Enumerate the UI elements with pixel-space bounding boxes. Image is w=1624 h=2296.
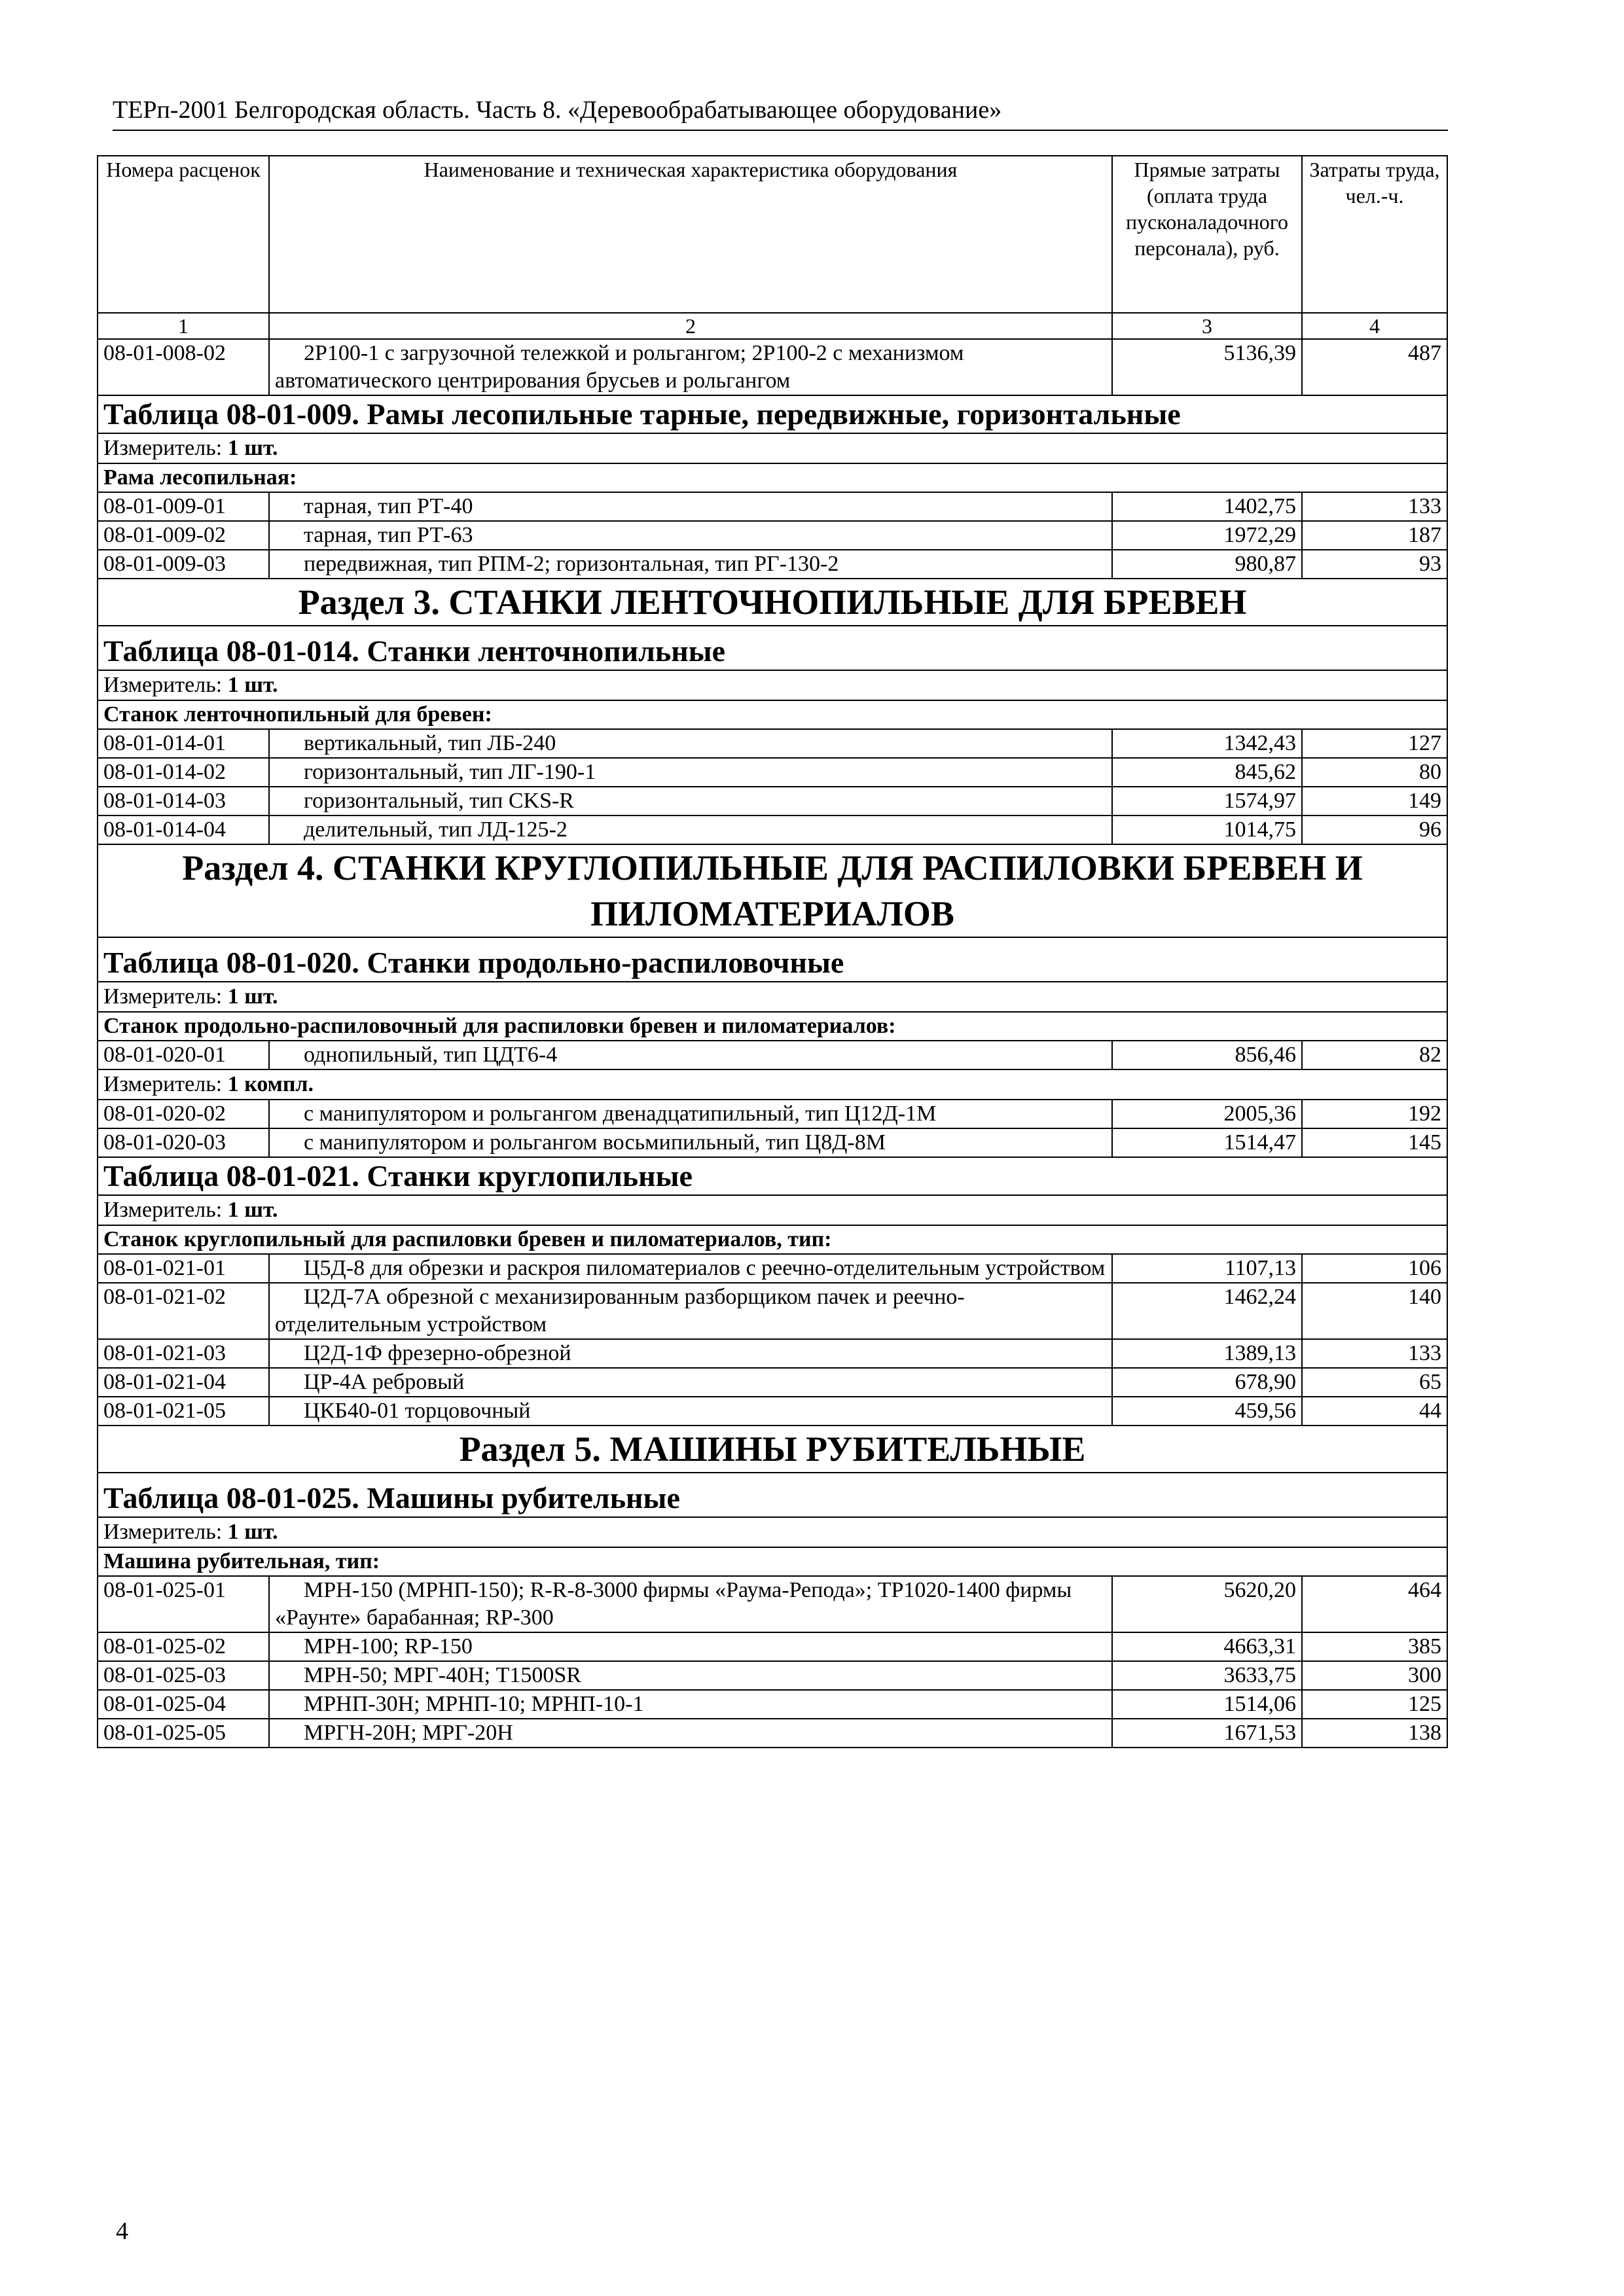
row-labor: 44 bbox=[1302, 1397, 1447, 1426]
row-code: 08-01-020-02 bbox=[98, 1100, 269, 1128]
row-name: передвижная, тип РПМ-2; горизонтальная, тип РГ-130-2 bbox=[269, 550, 1112, 579]
measure-unit: 1 шт. bbox=[227, 1520, 278, 1544]
table-header-row bbox=[98, 156, 1447, 313]
row-cost: 1972,29 bbox=[1112, 521, 1302, 550]
row-code: 08-01-025-05 bbox=[98, 1719, 269, 1748]
row-cost: 845,62 bbox=[1112, 758, 1302, 787]
row-cost: 1389,13 bbox=[1112, 1339, 1302, 1368]
row-code: 08-01-009-02 bbox=[98, 521, 269, 550]
row-cost: 1574,97 bbox=[1112, 787, 1302, 816]
row-labor: 133 bbox=[1302, 492, 1447, 521]
row-code: 08-01-025-01 bbox=[98, 1576, 269, 1632]
row-cost: 980,87 bbox=[1112, 550, 1302, 579]
table-title: Таблица 08-01-020. Станки продольно-распиловочные bbox=[98, 937, 1447, 982]
group-heading: Станок продольно-распиловочный для распиловки бревен и пиломатериалов: bbox=[98, 1012, 1447, 1041]
row-cost: 2005,36 bbox=[1112, 1100, 1302, 1128]
table-row bbox=[98, 1128, 1447, 1157]
column-number: 2 bbox=[269, 313, 1112, 339]
table-row bbox=[98, 1041, 1447, 1069]
row-name: ЦР-4А ребровый bbox=[269, 1368, 1112, 1397]
row-cost: 459,56 bbox=[1112, 1397, 1302, 1426]
row-cost: 3633,75 bbox=[1112, 1661, 1302, 1690]
table-title: Таблица 08-01-025. Машины рубительные bbox=[98, 1473, 1447, 1517]
row-labor: 96 bbox=[1302, 816, 1447, 844]
row-labor: 145 bbox=[1302, 1128, 1447, 1157]
measure-unit: 1 шт. bbox=[227, 673, 278, 697]
table-row bbox=[98, 729, 1447, 758]
measure-unit: 1 шт. bbox=[227, 984, 278, 1009]
row-name: делительный, тип ЛД-125-2 bbox=[269, 816, 1112, 844]
row-code: 08-01-021-03 bbox=[98, 1339, 269, 1368]
measure-line bbox=[98, 1195, 1447, 1225]
row-name: МРН-50; МРГ-40Н; Т1500SR bbox=[269, 1661, 1112, 1690]
measure-label: Измеритель: bbox=[103, 673, 223, 697]
row-code: 08-01-020-01 bbox=[98, 1041, 269, 1069]
row-name: Ц2Д-7А обрезной с механизированным разборщиком пачек и реечно-отделительным устройством bbox=[269, 1283, 1112, 1339]
row-name: Ц2Д-1Ф фрезерно-обрезной bbox=[269, 1339, 1112, 1368]
table-row bbox=[98, 787, 1447, 816]
row-cost: 1671,53 bbox=[1112, 1719, 1302, 1748]
row-cost: 1402,75 bbox=[1112, 492, 1302, 521]
row-code: 08-01-021-05 bbox=[98, 1397, 269, 1426]
running-head: ТЕРп-2001 Белгородская область. Часть 8. «Деревообрабатывающее оборудование» bbox=[113, 93, 1448, 131]
row-labor: 93 bbox=[1302, 550, 1447, 579]
row-code: 08-01-009-03 bbox=[98, 550, 269, 579]
measure-unit: 1 компл. bbox=[227, 1072, 314, 1096]
row-cost: 4663,31 bbox=[1112, 1632, 1302, 1661]
group-heading: Станок круглопильный для распиловки бревен и пиломатериалов, тип: bbox=[98, 1225, 1447, 1254]
page-number: 4 bbox=[116, 2217, 128, 2245]
table-row bbox=[98, 1661, 1447, 1690]
row-labor: 140 bbox=[1302, 1283, 1447, 1339]
row-code: 08-01-021-04 bbox=[98, 1368, 269, 1397]
row-labor: 385 bbox=[1302, 1632, 1447, 1661]
row-code: 08-01-025-03 bbox=[98, 1661, 269, 1690]
row-code: 08-01-025-02 bbox=[98, 1632, 269, 1661]
measure-line bbox=[98, 1517, 1447, 1547]
row-name: с манипулятором и рольгангом двенадцатипильный, тип Ц12Д-1М bbox=[269, 1100, 1112, 1128]
table-title: Таблица 08-01-021. Станки круглопильные bbox=[98, 1157, 1447, 1195]
table-row bbox=[98, 1339, 1447, 1368]
row-name: МРГН-20Н; МРГ-20Н bbox=[269, 1719, 1112, 1748]
row-cost: 1514,06 bbox=[1112, 1690, 1302, 1719]
table-row bbox=[98, 1397, 1447, 1426]
row-labor: 487 bbox=[1302, 339, 1447, 395]
row-cost: 5136,39 bbox=[1112, 339, 1302, 395]
measure-line bbox=[98, 982, 1447, 1012]
row-labor: 80 bbox=[1302, 758, 1447, 787]
table-row bbox=[98, 1632, 1447, 1661]
measure-unit: 1 шт. bbox=[227, 1198, 278, 1222]
header-cost: Прямые затраты (оплата труда пусконаладочного персонала), руб. bbox=[1112, 156, 1302, 313]
row-labor: 187 bbox=[1302, 521, 1447, 550]
row-labor: 65 bbox=[1302, 1368, 1447, 1397]
table-row bbox=[98, 550, 1447, 579]
row-cost: 1514,47 bbox=[1112, 1128, 1302, 1157]
row-labor: 82 bbox=[1302, 1041, 1447, 1069]
group-heading: Станок ленточнопильный для бревен: bbox=[98, 700, 1447, 729]
row-name: с манипулятором и рольгангом восьмипильный, тип Ц8Д-8М bbox=[269, 1128, 1112, 1157]
row-name: МРНП-30Н; МРНП-10; МРНП-10-1 bbox=[269, 1690, 1112, 1719]
row-labor: 125 bbox=[1302, 1690, 1447, 1719]
table-row bbox=[98, 1576, 1447, 1632]
table-row bbox=[98, 1719, 1447, 1748]
row-code: 08-01-014-03 bbox=[98, 787, 269, 816]
table-row bbox=[98, 758, 1447, 787]
header-labor: Затраты труда, чел.-ч. bbox=[1302, 156, 1447, 313]
row-name: тарная, тип РТ-63 bbox=[269, 521, 1112, 550]
row-code: 08-01-020-03 bbox=[98, 1128, 269, 1157]
measure-label: Измеритель: bbox=[103, 984, 223, 1009]
row-cost: 678,90 bbox=[1112, 1368, 1302, 1397]
row-name: тарная, тип РТ-40 bbox=[269, 492, 1112, 521]
measure-line bbox=[98, 670, 1447, 700]
row-cost: 1462,24 bbox=[1112, 1283, 1302, 1339]
table-row bbox=[98, 1283, 1447, 1339]
row-cost: 5620,20 bbox=[1112, 1576, 1302, 1632]
table-row bbox=[98, 1690, 1447, 1719]
column-number-row bbox=[98, 313, 1447, 339]
row-labor: 149 bbox=[1302, 787, 1447, 816]
row-code: 08-01-025-04 bbox=[98, 1690, 269, 1719]
row-cost: 1014,75 bbox=[1112, 816, 1302, 844]
section-title: Раздел 5. МАШИНЫ РУБИТЕЛЬНЫЕ bbox=[98, 1426, 1447, 1473]
row-name: вертикальный, тип ЛБ-240 bbox=[269, 729, 1112, 758]
table-title: Таблица 08-01-009. Рамы лесопильные тарные, передвижные, горизонтальные bbox=[98, 395, 1447, 433]
measure-label: Измеритель: bbox=[103, 1520, 223, 1544]
table-row bbox=[98, 492, 1447, 521]
measure-line bbox=[98, 1069, 1447, 1100]
row-labor: 192 bbox=[1302, 1100, 1447, 1128]
row-name: ЦКБ40-01 торцовочный bbox=[269, 1397, 1112, 1426]
row-cost: 856,46 bbox=[1112, 1041, 1302, 1069]
row-code: 08-01-014-02 bbox=[98, 758, 269, 787]
row-cost: 1107,13 bbox=[1112, 1254, 1302, 1283]
row-code: 08-01-014-04 bbox=[98, 816, 269, 844]
measure-label: Измеритель: bbox=[103, 1072, 223, 1096]
header-name: Наименование и техническая характеристика оборудования bbox=[269, 156, 1112, 313]
table-title: Таблица 08-01-014. Станки ленточнопильные bbox=[98, 626, 1447, 670]
column-number: 3 bbox=[1112, 313, 1302, 339]
row-code: 08-01-014-01 bbox=[98, 729, 269, 758]
measure-unit: 1 шт. bbox=[227, 436, 278, 460]
measure-label: Измеритель: bbox=[103, 436, 223, 460]
row-cost: 1342,43 bbox=[1112, 729, 1302, 758]
row-labor: 464 bbox=[1302, 1576, 1447, 1632]
section-title: Раздел 4. СТАНКИ КРУГЛОПИЛЬНЫЕ ДЛЯ РАСПИЛОВКИ БРЕВЕН И ПИЛОМАТЕРИАЛОВ bbox=[98, 844, 1447, 937]
row-name: горизонтальный, тип CKS-R bbox=[269, 787, 1112, 816]
row-code: 08-01-021-01 bbox=[98, 1254, 269, 1283]
row-labor: 138 bbox=[1302, 1719, 1447, 1748]
table-row bbox=[98, 1368, 1447, 1397]
column-number: 4 bbox=[1302, 313, 1447, 339]
group-heading: Рама лесопильная: bbox=[98, 463, 1447, 492]
row-name: 2Р100-1 с загрузочной тележкой и рольгангом; 2Р100-2 с механизмом автоматического центрирования брусьев и рольгангом bbox=[269, 339, 1112, 395]
row-name: МРН-150 (МРНП-150); R-R-8-3000 фирмы «Раума-Репода»; ТР1020-1400 фирмы «Раунте» барабанная; RP-300 bbox=[269, 1576, 1112, 1632]
measure-label: Измеритель: bbox=[103, 1198, 223, 1222]
table-row bbox=[98, 521, 1447, 550]
row-labor: 106 bbox=[1302, 1254, 1447, 1283]
row-name: МРН-100; RP-150 bbox=[269, 1632, 1112, 1661]
row-labor: 300 bbox=[1302, 1661, 1447, 1690]
section-title: Раздел 3. СТАНКИ ЛЕНТОЧНОПИЛЬНЫЕ ДЛЯ БРЕВЕН bbox=[98, 579, 1447, 626]
row-code: 08-01-008-02 bbox=[98, 339, 269, 395]
table-row bbox=[98, 1100, 1447, 1128]
table-row bbox=[98, 1254, 1447, 1283]
price-table bbox=[97, 155, 1448, 1748]
table-row bbox=[98, 816, 1447, 844]
header-code: Номера расценок bbox=[98, 156, 269, 313]
group-heading: Машина рубительная, тип: bbox=[98, 1547, 1447, 1576]
row-name: Ц5Д-8 для обрезки и раскроя пиломатериалов с реечно-отделительным устройством bbox=[269, 1254, 1112, 1283]
row-code: 08-01-009-01 bbox=[98, 492, 269, 521]
table-row bbox=[98, 339, 1447, 395]
row-labor: 133 bbox=[1302, 1339, 1447, 1368]
row-labor: 127 bbox=[1302, 729, 1447, 758]
column-number: 1 bbox=[98, 313, 269, 339]
row-name: однопильный, тип ЦДТ6-4 bbox=[269, 1041, 1112, 1069]
measure-line bbox=[98, 433, 1447, 463]
row-name: горизонтальный, тип ЛГ-190-1 bbox=[269, 758, 1112, 787]
row-code: 08-01-021-02 bbox=[98, 1283, 269, 1339]
